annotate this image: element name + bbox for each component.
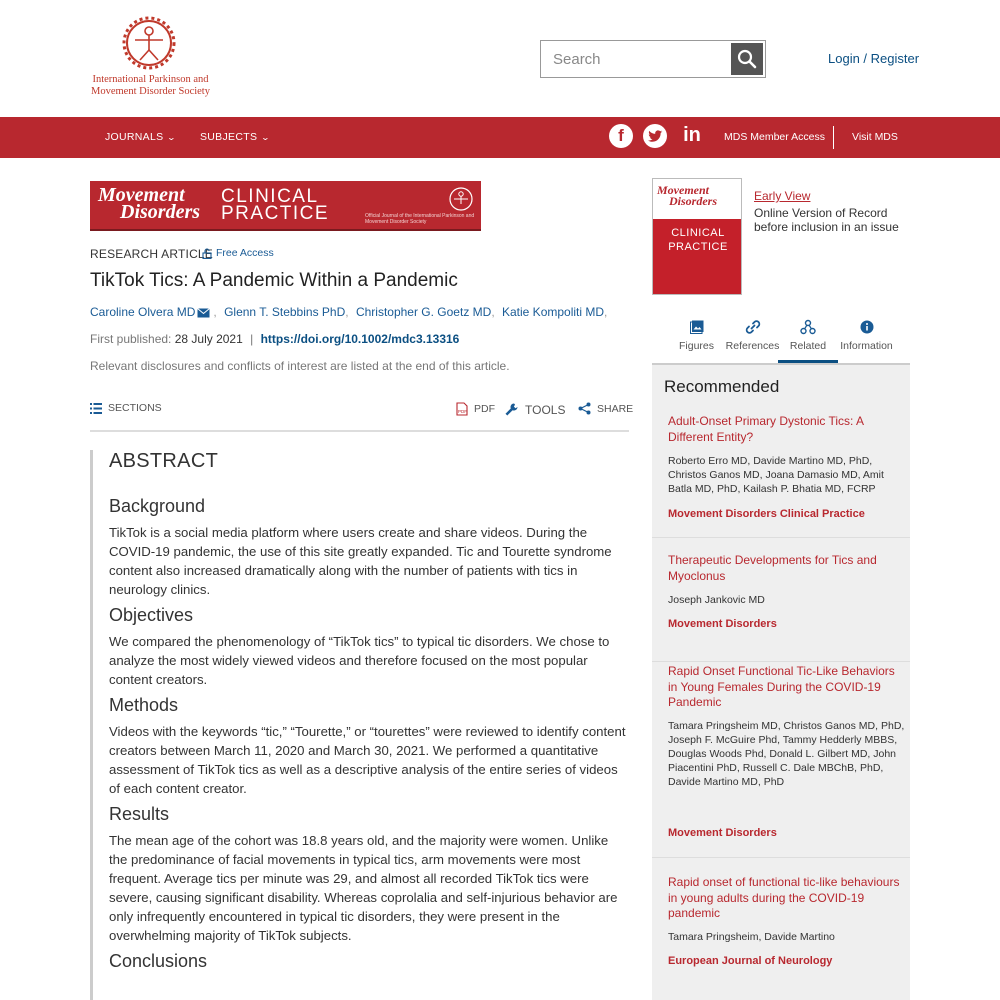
search-button[interactable] [731,43,763,75]
vitruvian-logo-icon [120,14,178,72]
section-heading: Conclusions [109,951,208,971]
banner-title-line1: CLINICAL [221,186,319,207]
tab-information[interactable] [835,313,898,363]
tab-references[interactable] [721,313,784,363]
section-text: The mean age of the cohort was 18.8 years old, and the majority were women. Unlike the predominance of facial movements in typical tics, arm movements were most frequent. Average tics per minute was 29, and almost all recorded TikTok tics were severe, causing significant disability. Whereas coprolalia and self-injurious behavior are only infrequently encountered in typical tic disorders, they were present in the overwhelming majority of TikTok subjects. [109,833,618,943]
pdf-button[interactable] [456,402,495,416]
banner-brand-line1: Movement [98,184,185,206]
article-toolbar [90,402,634,432]
recommended-journal-link[interactable]: Movement Disorders [668,827,777,839]
wrench-icon [504,402,519,417]
recommended-journal-link[interactable]: Movement Disorders [668,618,777,630]
cover-brand-line1: Movement [657,183,709,197]
tab-related[interactable] [778,313,838,363]
svg-text:PDF: PDF [458,409,467,414]
abstract-heading: ABSTRACT [109,450,219,472]
nav-subjects-label: SUBJECTS [200,131,258,143]
twitter-icon[interactable] [643,124,667,148]
recommended-authors: Tamara Pringsheim, Davide Martino [668,931,835,943]
email-icon[interactable] [197,308,210,318]
link-icon [745,319,761,335]
doi-link[interactable]: https://doi.org/10.1002/mdc3.13316 [260,332,460,346]
early-view-description: Online Version of Record before inclusion in an issue [754,206,899,234]
site-header [0,0,1000,117]
nav-subjects[interactable] [200,131,269,143]
facebook-icon[interactable]: f [609,124,633,148]
sidebar-tabs [652,313,910,365]
recommended-journal-link[interactable]: Movement Disorders Clinical Practice [668,508,865,520]
journal-banner[interactable] [90,181,481,231]
cover-brand [657,185,717,207]
recommended-title-link[interactable]: Rapid onset of functional tic-like behaviours in young adults during the COVID-19 pandemic [668,875,900,920]
tab-figures[interactable] [665,313,728,363]
logo-line-1: International Parkinson and [92,74,209,85]
banner-brand [98,184,201,223]
early-view-link[interactable]: Early View [754,189,811,203]
list-icon [90,403,102,414]
share-button[interactable] [578,402,633,415]
related-icon [800,319,816,335]
unlock-icon [202,248,212,259]
recommended-heading: Recommended [664,377,780,396]
logo-line-2: Movement Disorder Society [91,86,210,97]
abstract-section [90,450,629,1000]
free-access-label: Free Access [216,247,274,259]
cover-title-line1: CLINICAL [671,227,725,239]
recommended-authors: Tamara Pringsheim MD, Christos Ganos MD, PhD, Joseph F. McGuire Phd, Tammy Hedderly MBBS, Douglas Woods Phd, Donald L. Gilbert MD, John Piacentini PhD, Russell C. Dale MBChB, PhD, Davide Martino MD, PhD [668,720,905,788]
publication-info: First published: 28 July 2021 | https://doi.org/10.1002/mdc3.13316 [90,332,460,346]
search-box [540,40,766,78]
linkedin-icon[interactable]: in [683,123,701,146]
mds-logo[interactable] [88,14,213,102]
free-access-badge [202,247,274,259]
search-icon [737,49,757,69]
recommended-journal-link[interactable]: European Journal of Neurology [668,955,833,967]
cover-title-line2: PRACTICE [668,241,728,253]
society-seal-icon [447,185,475,213]
recommended-title-link[interactable]: Therapeutic Developments for Tics and Myoclonus [668,553,877,583]
author-link[interactable]: Glenn T. Stebbins PhD [224,305,346,319]
share-label: SHARE [597,402,634,415]
recommended-authors: Joseph Jankovic MD [668,594,765,606]
article-type: RESEARCH ARTICLE [90,247,214,261]
recommended-title-link[interactable]: Adult-Onset Primary Dystonic Tics: A Different Entity? [668,414,864,444]
banner-title [221,188,329,222]
author-link[interactable]: Katie Kompoliti MD [502,305,605,319]
cover-title [655,226,741,254]
recommended-item [652,538,910,662]
banner-subtitle: Official Journal of the International Parkinson and Movement Disorder Society [365,213,475,225]
section-text: We compared the phenomenology of “TikTok tics” to typical tic disorders. We chose to analyze the most widely viewed videos and therefore focused on the most popular content creators. [109,634,610,687]
info-icon [860,319,874,335]
nav-journals-label: JOURNALS [105,131,164,143]
cover-brand-line2: Disorders [669,194,718,208]
visit-mds-link[interactable]: Visit MDS [852,131,898,143]
tab-label: Figures [678,340,714,352]
pdf-icon [456,402,468,416]
pdf-label: PDF [474,403,495,415]
recommended-authors: Roberto Erro MD, Davide Martino MD, PhD, Christos Ganos MD, Joana Damasio MD, Amit Batla MD, PhD, Kailash P. Bhatia MD, FCRP [668,455,884,495]
section-text: TikTok is a social media platform where users create and share videos. During the COVID-19 pandemic, the use of this site greatly expanded. Tic and Tourette syndrome content also increased dramatically along with the number of patients with tics in neurology clinics. [109,525,612,597]
author-link[interactable]: Christopher G. Goetz MD [355,305,492,319]
tools-label: TOOLS [525,402,566,417]
section-heading: Results [109,804,170,824]
chevron-down-icon: ⌄ [167,132,177,142]
first-published-date: 28 July 2021 [174,332,243,346]
nav-divider [833,126,834,149]
recommended-panel [652,365,910,1000]
author-link[interactable]: Caroline Olvera MD [90,305,196,319]
mds-member-access-link[interactable]: MDS Member Access [724,131,825,143]
tab-label: References [725,340,780,352]
nav-journals[interactable] [105,131,175,143]
recommended-item [652,403,910,538]
section-text: Videos with the keywords “tic,” “Tourette,” or “tourettes” were reviewed to identify content creators between March 11, 2020 and March 30, 2021. We performed a quantitative assessment of TikTok tics as well as a descriptive analysis of the entire series of videos of each content creator. [109,724,626,796]
tab-label: Information [840,340,893,352]
author-list: Caroline Olvera MD , Glenn T. Stebbins PhD, Christopher G. Goetz MD, Katie Kompoliti MD, [90,305,608,319]
sections-button[interactable] [90,402,162,414]
section-heading: Background [109,496,206,516]
sections-label: SECTIONS [108,402,162,414]
banner-title-line2: PRACTICE [221,203,330,224]
recommended-item [652,662,910,858]
chevron-down-icon: ⌄ [260,132,271,142]
disclosure-note: Relevant disclosures and conflicts of interest are listed at the end of this article. [90,359,510,373]
article-title: TikTok Tics: A Pandemic Within a Pandemic [90,270,458,291]
search-input[interactable] [543,43,729,75]
logo-text [88,74,213,98]
login-register-link[interactable]: Login / Register [828,51,920,66]
image-icon [690,319,704,335]
tab-label: Related [789,340,827,352]
recommended-title-link[interactable]: Rapid Onset Functional Tic-Like Behaviors in Young Females During the COVID-19 Pandemic [668,664,895,709]
first-published-label: First published: [90,332,172,346]
section-heading: Methods [109,695,179,715]
journal-cover[interactable] [652,178,742,295]
recommended-item [652,858,910,1000]
share-icon [578,402,591,415]
tools-button[interactable] [504,402,565,417]
banner-brand-line2: Disorders [120,201,201,223]
section-heading: Objectives [109,605,194,625]
main-nav [0,117,1000,158]
